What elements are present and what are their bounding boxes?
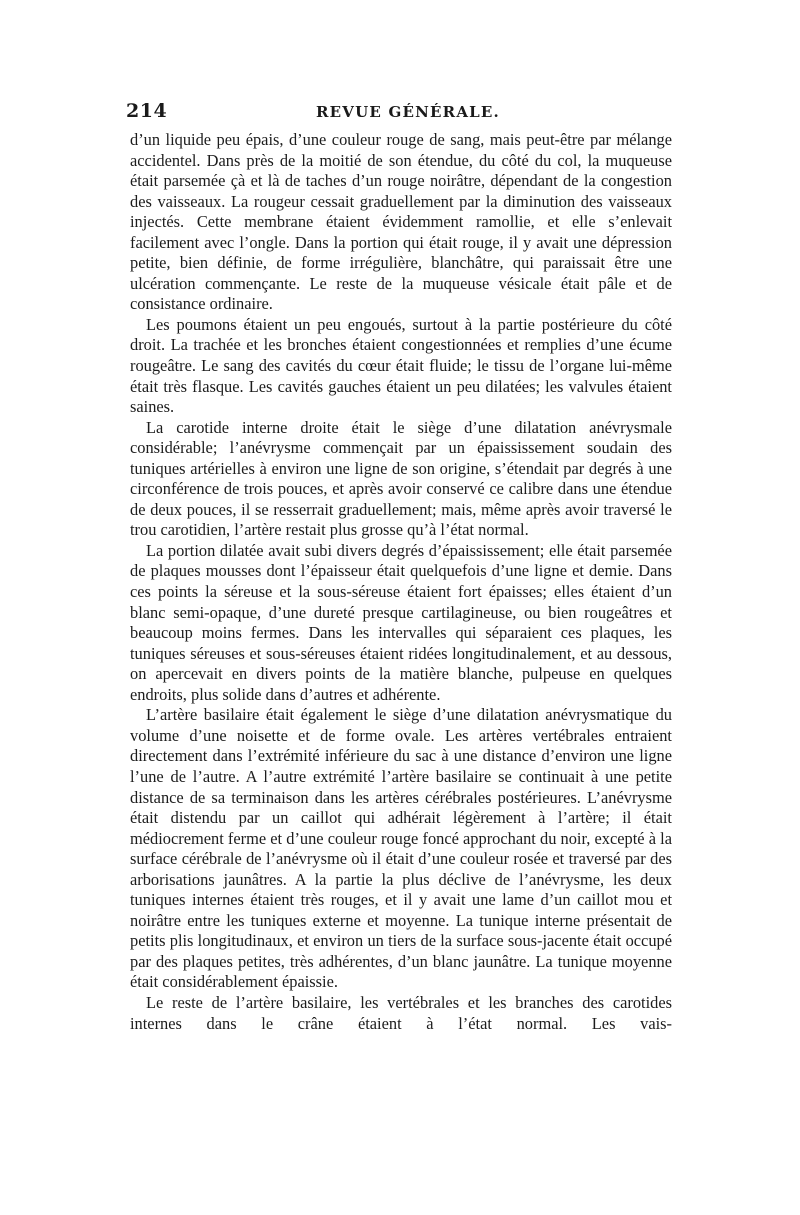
body-text bbox=[130, 130, 672, 1034]
paragraph-carotid: La carotide interne droite était le siège d’une dilatation anévrysmale considérable; l’anévrysme commençait par un épaississement soudain des tuniques artérielles à environ une ligne de son origine, s’étendait par degrés à une circonférence de trois pouces, et après avoir conservé ce calibre dans une étendue de deux pouces, il se resserrait graduellement; mais, même après avoir traversé le trou carotidien, l’artère restait plus grosse qu’à l’état normal. bbox=[130, 417, 672, 540]
page-number: 214 bbox=[126, 100, 168, 122]
paragraph-bladder: d’un liquide peu épais, d’une couleur rouge de sang, mais peut-être par mélange accidentel. Dans près de la moitié de son étendue, du côté du col, la muqueuse était parsemée çà et là de taches d’un rouge noirâtre, dépendant de la congestion des vaisseaux. La rougeur cessait graduellement par la diminution des vaisseaux injectés. Cette membrane étaient évidemment ramollie, et elle s’enlevait facilement avec l’ongle. Dans la portion qui était rouge, il y avait une dépression petite, bien définie, de forme irrégulière, blanchâtre, qui paraissait être une ulcération commençante. Le reste de la muqueuse vésicale était pâle et de consistance ordinaire. bbox=[130, 130, 672, 314]
running-head: REVUE GÉNÉRALE. bbox=[316, 103, 500, 121]
paragraph-remainder: Le reste de l’artère basilaire, les vertébrales et les branches des carotides internes dans le crâne étaient à l’état normal. Les vais- bbox=[130, 992, 672, 1033]
page-header bbox=[126, 100, 674, 126]
paragraph-dilated-portion: La portion dilatée avait subi divers degrés d’épaississement; elle était parsemée de plaques mousses dont l’épaisseur était quelquefois d’une ligne et demie. Dans ces points la séreuse et la sous-séreuse étaient fort épaisses; elles étaient d’un blanc semi-opaque, d’une dureté presque cartilagineuse, ou bien rougeâtres et beaucoup moins fermes. Dans les intervalles qui séparaient ces plaques, les tuniques séreuses et sous-séreuses étaient ridées longitudinalement, et au dessous, on apercevait en divers points de la matière blanche, pulpeuse en quelques endroits, plus solide dans d’autres et adhérente. bbox=[130, 540, 672, 704]
paragraph-lungs: Les poumons étaient un peu engoués, surtout à la partie postérieure du côté droit. La trachée et les bronches étaient congestionnées et remplies d’une écume rougeâtre. Le sang des cavités du cœur était fluide; le tissu de l’organe lui-même était très flasque. Les cavités gauches étaient un peu dilatées; les valvules étaient saines. bbox=[130, 314, 672, 417]
paragraph-basilar-artery: L’artère basilaire était également le siège d’une dilatation anévrysmatique du volume d’une noisette et de forme ovale. Les artères vertébrales entraient directement dans l’extrémité inférieure du sac à une distance d’environ une ligne l’une de l’autre. A l’autre extrémité l’artère basilaire se continuait à une petite distance de sa terminaison dans les artères cérébrales postérieures. L’anévrysme était distendu par un caillot qui adhérait légèrement à l’artère; il était médiocrement ferme et d’une couleur rouge foncé approchant du noir, excepté à la surface cérébrale de l’anévrysme où il était d’une couleur rosée et traversé par des arborisations jaunâtres. A la partie la plus déclive de l’anévrysme, les deux tuniques internes étaient très rouges, et il y avait une lame d’un caillot mou et noirâtre entre les tuniques externe et moyenne. La tunique interne présentait de petits plis longitudinaux, et environ un tiers de la surface sous-jacente était occupé par des plaques petites, très adhérentes, d’un blanc jaunâtre. La tunique moyenne était considérablement épaissie. bbox=[130, 705, 672, 992]
